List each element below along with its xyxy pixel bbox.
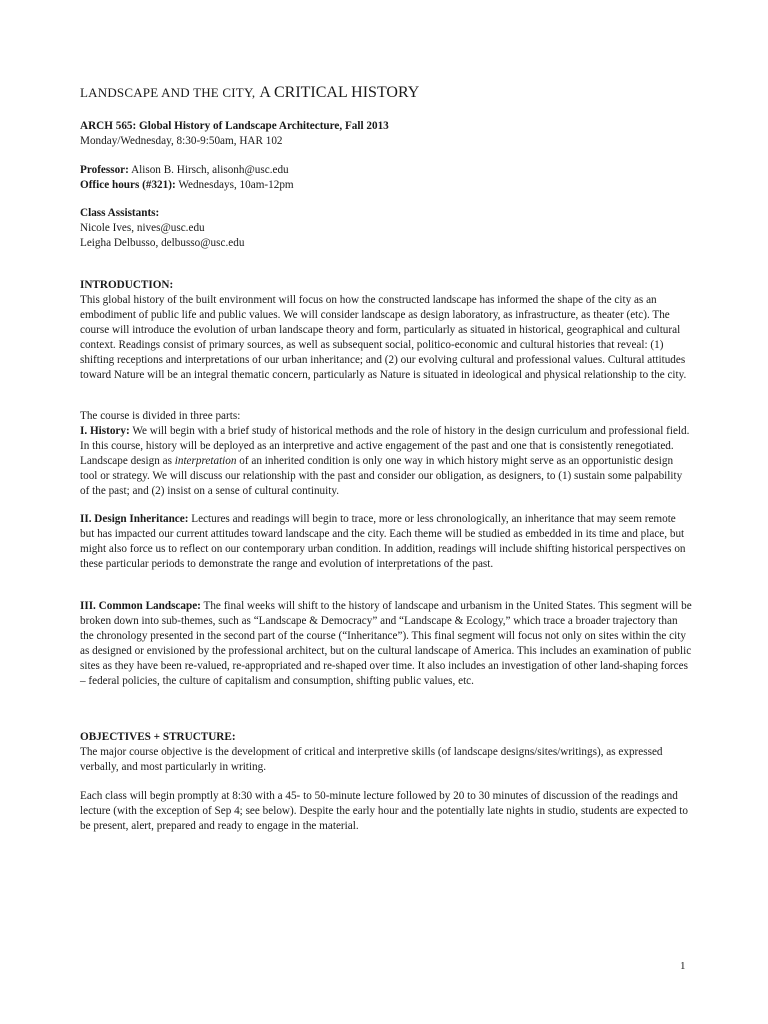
assistant-1: Nicole Ives, nives@usc.edu [80,222,205,234]
introduction-heading: INTRODUCTION: [80,279,174,291]
part-2-text: Lectures and readings will begin to trace, more or less chronologically, an inheritance that may seem remote but has impacted our current attitudes toward landscape and the city. Each theme will be studied as embedded in its time and place, but might also force us to reflect on our contemporary urban condition. In addition, readings will include shifting historical perspectives on these particular periods to demonstrate the range and evolution of interpretations of the past. [80,513,686,570]
parts-section [80,409,692,499]
part-3-text: The final weeks will shift to the history of landscape and urbanism in the United States. This segment will be broken down into sub-themes, such as “Landscape & Democracy” and “Landscape & Ecology,” which trace a broader trajectory than the chronology presented in the second part of the course (“Inheritance”). This final segment will focus not only on sites within the city as designed or envisioned by the professional architect, but on the cultural landscape of America. This includes an examination of public sites as they have been re-valued, re-appropriated and re-shaped over time. It also includes an investigation of other land-shaping forces – federal policies, the culture of capitalism and consumption, shifting public values, etc. [80,600,692,687]
assistants-info [80,206,692,251]
part-1-text-a: We will begin with a brief study of historical methods and the role of history in the design curriculum and professional field. In this course, history will be deployed as an interpretive and active engagement of the past and one that is consistently renegotiated. Landscape design as [80,425,690,467]
professor-label: Professor: [80,164,129,176]
course-schedule: Monday/Wednesday, 8:30-9:50am, HAR 102 [80,135,283,147]
part-2-paragraph [80,512,692,572]
introduction-text: This global history of the built environment will focus on how the constructed landscape has informed the shape of the city as an embodiment of public life and public values. We will consider landscape as design laboratory, as infrastructure, as theater (etc). The course will introduce the evolution of urban landscape theory and form, particularly as situated in historical, geographical and cultural context. Readings consist of primary sources, as well as subsequent social, politico-economic and cultural histories that reveal: (1) shifting receptions and interpretations of our urban inheritance; and (2) our evolving cultural and professional values. Cultural attitudes toward Nature will be an integral thematic concern, particularly as Nature is situated in ideological and physical relationship to the city. [80,294,687,381]
structure-text: Each class will begin promptly at 8:30 with a 45- to 50-minute lecture followed by 20 to 30 minutes of discussion of the readings and lecture (with the exception of Sep 4; see below). Despite the early hour and the potentially late nights in studio, students are expected to be present, alert, prepared and ready to engage in the material. [80,790,688,832]
introduction-section [80,278,692,383]
structure-section [80,789,692,834]
assistant-2: Leigha Delbusso, delbusso@usc.edu [80,237,245,249]
part-2-label: II. Design Inheritance: [80,513,189,525]
office-hours-value: Wednesdays, 10am-12pm [178,179,294,191]
page-number: 1 [680,960,686,972]
part-1-italic: interpretation [174,455,237,467]
part-3-section [80,599,692,689]
objectives-text: The major course objective is the development of critical and interpretive skills (of landscape designs/sites/writings), as expressed verbally, and most particularly in writing. [80,746,663,773]
objectives-section [80,730,692,775]
part-2-section [80,512,692,572]
part-1-paragraph [80,424,692,499]
part-1-text-b: of an inherited condition is only one way in which history might serve as an opportunistic design tool or strategy. We will discuss our relationship with the past and consider our obligation, as designers, to (1) sustain some palpability of the past; and (2) insist on a sense of cultural continuity. [80,455,683,497]
title-large: A CRITICAL HISTORY [259,84,420,101]
instructor-info [80,163,692,193]
parts-intro: The course is divided in three parts: [80,410,241,422]
part-3-label: III. Common Landscape: [80,600,201,612]
course-name: ARCH 565: Global History of Landscape Architecture, Fall 2013 [80,120,389,132]
office-hours-line [80,178,692,193]
title-small-caps: LANDSCAPE AND THE CITY, [80,85,256,100]
objectives-heading: OBJECTIVES + STRUCTURE: [80,731,236,743]
course-info [80,119,692,149]
part-1-label: I. History: [80,425,130,437]
part-3-paragraph [80,599,692,689]
document-title [80,84,419,102]
professor-line [80,163,692,178]
office-hours-label: Office hours (#321): [80,179,176,191]
professor-value: Alison B. Hirsch, alisonh@usc.edu [131,164,289,176]
assistants-label: Class Assistants: [80,207,160,219]
